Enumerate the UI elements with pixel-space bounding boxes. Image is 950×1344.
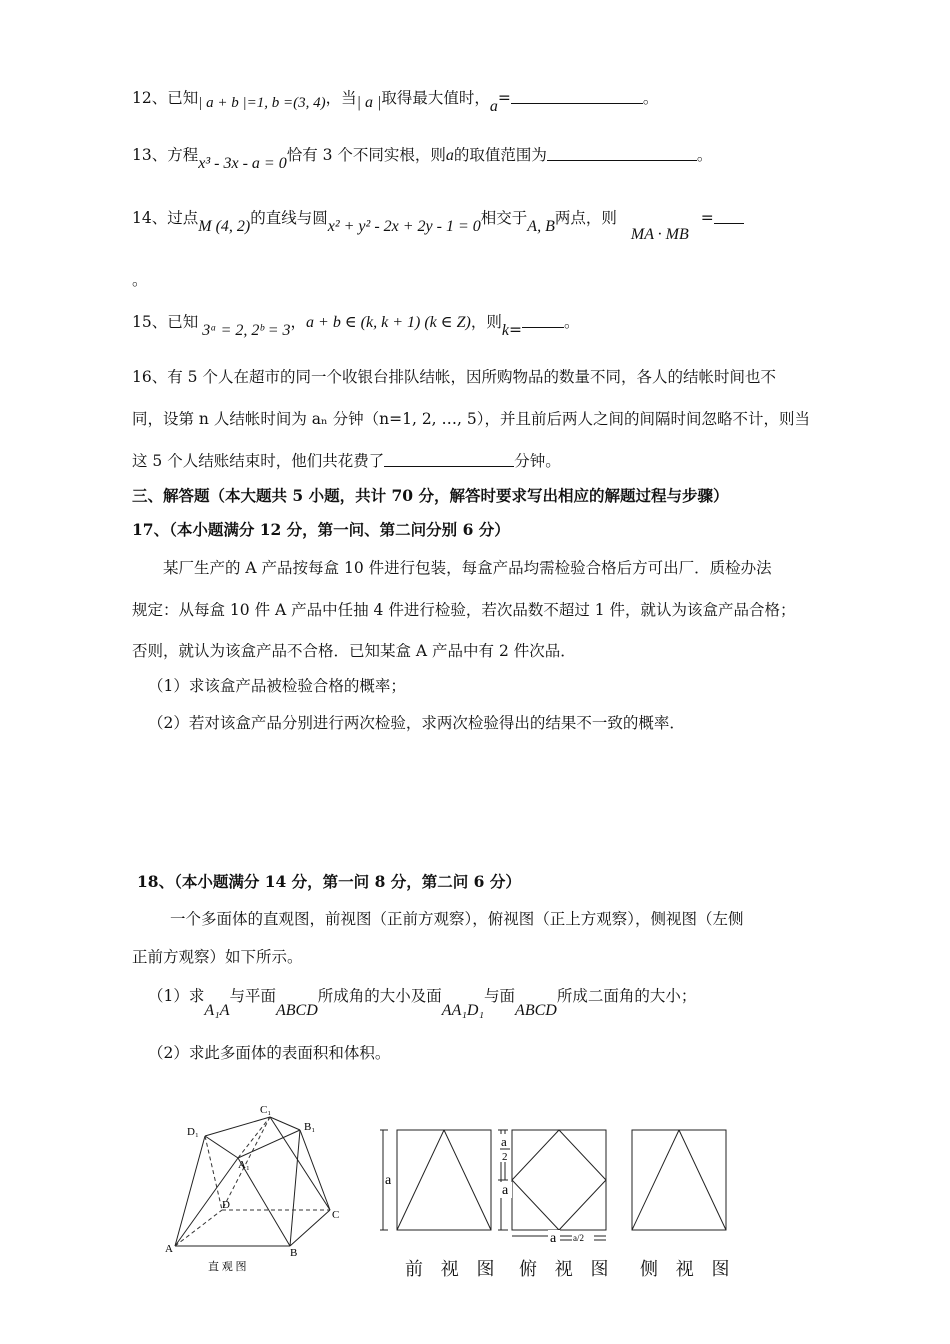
q12-answer-blank[interactable] (511, 89, 643, 104)
q17-header: 17、（本小题满分 12 分，第一问、第二问分别 6 分） (132, 520, 510, 539)
q14-point: M (4, 2) (198, 218, 251, 235)
label-A: A (165, 1243, 173, 1255)
q16-line1: 16、有 5 个人在超市的同一个收银台排队结帐，因所购物品的数量不同，各人的结帐时间也不 (132, 368, 776, 386)
question-12 (132, 88, 658, 117)
q18-s1-plane: ABCD (276, 1002, 318, 1019)
q12-condition: | a + b |=1, b =(3, 4) (198, 95, 326, 111)
q15-eq: = (508, 321, 522, 339)
q13-answer-blank[interactable] (547, 146, 697, 161)
q18-s1-face: AA₁D₁ (441, 1002, 485, 1019)
q14-ab: A, B (527, 218, 555, 235)
label-A1: A₁ (238, 1159, 250, 1171)
q12-abs-a: | a | (356, 94, 382, 111)
q18-s1-g: 与面 (484, 987, 516, 1005)
label-C: C (332, 1209, 340, 1221)
top-dim-a2-den: 2 (502, 1151, 508, 1163)
q13-post2: 的取值范围为 (453, 146, 547, 164)
q15-comma: ， (290, 313, 307, 331)
q17-p1: 某厂生产的 A 产品按每盒 10 件进行包装，每盒产品均需检验合格后方可出厂．质检办法 (163, 559, 772, 577)
solid-figure (160, 1100, 340, 1280)
q14-mid2: 相交于 (480, 209, 528, 227)
q18-s1-line: A₁A (204, 1002, 230, 1019)
top-dim-a-half: a/2 (573, 1233, 584, 1243)
top-dim-a2-num: a (501, 1134, 507, 1149)
q17-sub2: （2）若对该盒产品分别进行两次检验，求两次检验得出的结果不一致的概率． (148, 714, 685, 732)
q14-eq: = (700, 209, 714, 227)
q15-var: k (501, 322, 509, 339)
question-15 (132, 312, 579, 341)
q18-sub2: （2）求此多面体的表面积和体积。 (148, 1044, 391, 1062)
solid-caption: 直 观 图 (208, 1261, 247, 1273)
top-dim-a-bottom: a (550, 1231, 557, 1246)
q15-end: 。 (563, 313, 580, 331)
q14-answer-blank[interactable] (714, 209, 744, 224)
q14-circle: x² + y² - 2x + 2y - 1 = 0 (327, 218, 481, 235)
q12-eq: = (497, 89, 511, 107)
q18-p1: 一个多面体的直观图，前视图（正前方观察），俯视图（正上方观察），侧视图（左侧 (170, 910, 744, 928)
side-view (630, 1128, 728, 1232)
q12-var: a (489, 98, 498, 115)
q15-condition2: a + b ∈ (k, k + 1) (k ∈ Z) (306, 314, 471, 331)
q18-s1-e: 所成角的大小及面 (317, 987, 442, 1005)
section-3-heading: 三、解答题（本大题共 5 小题，共计 70 分，解答时要求写出相应的解题过程与步骤） (132, 486, 729, 505)
q17-p3: 否则，就认为该盒产品不合格．已知某盒 A 产品中有 2 件次品． (132, 642, 576, 660)
q17-p2: 规定：从每盒 10 件 A 产品中任抽 4 件进行检验，若次品数不超过 1 件，就认为该盒产品合格； (132, 601, 796, 619)
q12-end: 。 (642, 89, 659, 107)
q12-prefix: 12、已知 (132, 89, 199, 107)
q18-p2: 正前方观察）如下所示。 (132, 948, 303, 966)
q15-prefix: 15、已知 (132, 313, 199, 331)
top-view (498, 1128, 608, 1248)
q13-end: 。 (696, 146, 713, 164)
q14-mid: 的直线与圆 (250, 209, 328, 227)
q17-sub1: （1）求该盒产品被检验合格的概率； (148, 677, 406, 695)
q18-s1-i: 所成二面角的大小； (556, 987, 697, 1005)
q12-mid: ，当 (325, 89, 357, 107)
q14-prefix: 14、过点 (132, 209, 199, 227)
q13-equation: x³ - 3x - a = 0 (198, 155, 287, 172)
label-B: B (290, 1247, 298, 1259)
label-C1: C₁ (260, 1104, 272, 1116)
q18-s1-a: （1）求 (148, 987, 205, 1005)
q18-header: 18、（本小题满分 14 分，第一问 8 分，第二问 6 分） (137, 872, 521, 891)
q18-s1-c: 与平面 (229, 987, 276, 1005)
q12-post: 取得最大值时， (381, 89, 490, 107)
q14-mid3: 两点，则 (554, 209, 617, 227)
front-view (380, 1128, 495, 1232)
q14-end-line (132, 270, 148, 290)
q16-line3-text: 这 5 个人结账结束时，他们共花费了 (132, 452, 385, 470)
label-D1: D₁ (187, 1126, 199, 1138)
q14-dot-product: MA · MB (630, 226, 689, 243)
top-dim-a: a (502, 1183, 509, 1198)
q16-line2: 同，设第 n 人结帐时间为 aₙ 分钟（n=1, 2, …, 5），并且前后两人之间的间隔时间忽略不计，则当 (132, 410, 811, 428)
top-caption: 俯 视 图 (519, 1259, 615, 1280)
front-caption: 前 视 图 (405, 1259, 501, 1280)
q13-var: a (445, 147, 454, 164)
q18-sub1 (148, 986, 696, 1021)
side-caption: 侧 视 图 (640, 1259, 736, 1280)
label-D: D (222, 1199, 230, 1211)
q15-mid: ，则 (470, 313, 502, 331)
q14-end: 。 (132, 271, 148, 289)
front-dim-a: a (385, 1173, 392, 1188)
q18-s1-plane2: ABCD (515, 1002, 557, 1019)
q16-line3 (132, 451, 561, 471)
label-B1: B₁ (304, 1121, 316, 1133)
q15-condition: 3ᵃ = 2, 2ᵇ = 3 (202, 322, 291, 339)
q16-answer-blank[interactable] (384, 452, 514, 467)
q15-answer-blank[interactable] (522, 313, 564, 328)
q13-prefix: 13、方程 (132, 146, 199, 164)
question-14 (132, 208, 744, 245)
question-13 (132, 145, 712, 174)
q13-post: 恰有 3 个不同实根，则 (286, 146, 446, 164)
q16-line3-end: 分钟。 (514, 452, 561, 470)
